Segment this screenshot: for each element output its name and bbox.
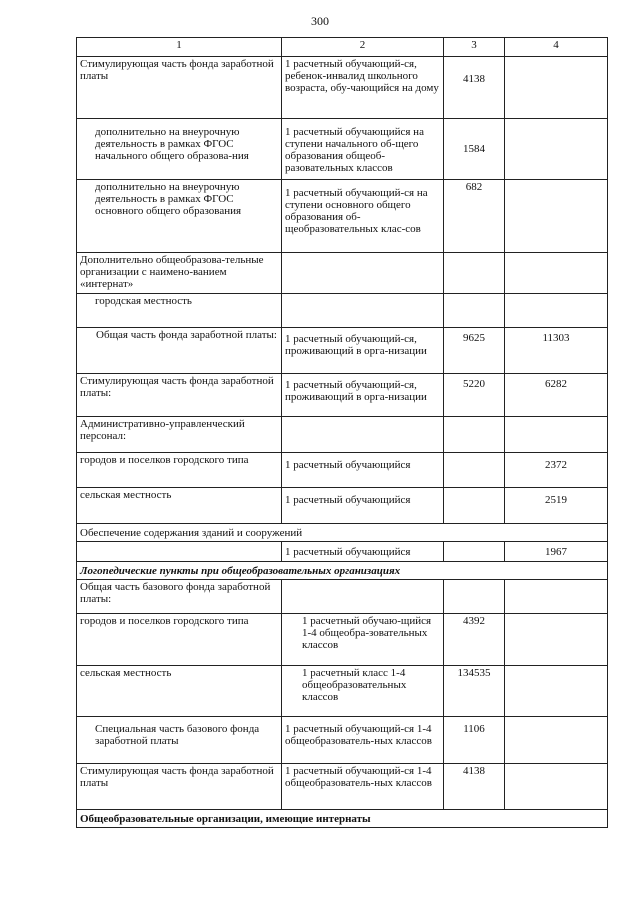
cell-value-3: 9625 <box>444 328 505 374</box>
cell-value-4 <box>505 614 608 666</box>
cell-value-4 <box>505 57 608 119</box>
cell-value-3 <box>444 580 505 614</box>
header-col-1: 1 <box>77 38 282 57</box>
cell-label: Дополнительно общеобразова-тельные организации с наимено-ванием «интернат» <box>77 253 282 294</box>
cell-value-3: 5220 <box>444 374 505 417</box>
cell-value-4: 11303 <box>505 328 608 374</box>
cell-value-3 <box>444 417 505 453</box>
cell-unit: 1 расчетный обучающий-ся, проживающий в орга-низации <box>282 374 444 417</box>
cell-unit <box>282 417 444 453</box>
cell-value-4 <box>505 764 608 810</box>
cell-label: сельская местность <box>77 488 282 524</box>
cell-value-3 <box>444 488 505 524</box>
cell-value-4 <box>505 717 608 764</box>
cell-value-3: 4138 <box>444 764 505 810</box>
table-row <box>77 374 608 417</box>
cell-label <box>77 542 282 562</box>
cell-unit: 1 расчетный обучающийся <box>282 542 444 562</box>
cell-unit: 1 расчетный обучающийся на ступени начального об-щего образования общеоб-разовательных классов <box>282 119 444 180</box>
cell-label: Общая часть базового фонда заработной платы: <box>77 580 282 614</box>
cell-label: Общая часть фонда заработной платы: <box>77 328 282 374</box>
cell-value-3: 1106 <box>444 717 505 764</box>
cell-value-3: 1584 <box>444 119 505 180</box>
cell-value-3: 682 <box>444 180 505 253</box>
cell-value-4: 2372 <box>505 453 608 488</box>
table-row <box>77 119 608 180</box>
cell-unit: 1 расчетный класс 1-4 общеобразовательных классов <box>282 666 444 717</box>
cell-label: Стимулирующая часть фонда заработной платы <box>77 57 282 119</box>
cell-label: городов и поселков городского типа <box>77 453 282 488</box>
table-row <box>77 666 608 717</box>
table-row <box>77 294 608 328</box>
table-row <box>77 253 608 294</box>
table-header-row <box>77 38 608 57</box>
cell-value-4 <box>505 294 608 328</box>
table-row <box>77 614 608 666</box>
table-row <box>77 810 608 828</box>
norms-table <box>76 37 608 828</box>
cell-value-4 <box>505 417 608 453</box>
cell-unit: 1 расчетный обучающийся <box>282 488 444 524</box>
cell-value-3: 134535 <box>444 666 505 717</box>
table-row <box>77 717 608 764</box>
header-col-4: 4 <box>505 38 608 57</box>
table-row <box>77 580 608 614</box>
cell-value-4: 6282 <box>505 374 608 417</box>
cell-value-3 <box>444 453 505 488</box>
section-heading: Общеобразовательные организации, имеющие интернаты <box>77 810 608 828</box>
table-row <box>77 453 608 488</box>
cell-unit: 1 расчетный обучающий-ся, проживающий в орга-низации <box>282 328 444 374</box>
cell-unit: 1 расчетный обучающий-ся 1-4 общеобразователь-ных классов <box>282 764 444 810</box>
cell-unit: 1 расчетный обучающийся <box>282 453 444 488</box>
cell-value-4 <box>505 119 608 180</box>
cell-value-4: 1967 <box>505 542 608 562</box>
section-heading: Логопедические пункты при общеобразовательных организациях <box>77 562 608 580</box>
cell-label: дополнительно на внеурочную деятельность в рамках ФГОС начального общего образова-ния <box>77 119 282 180</box>
cell-value-4 <box>505 253 608 294</box>
cell-unit: 1 расчетный обучаю-щийся 1-4 общеобра-зовательных классов <box>282 614 444 666</box>
cell-label: городов и поселков городского типа <box>77 614 282 666</box>
cell-unit: 1 расчетный обучающий-ся 1-4 общеобразователь-ных классов <box>282 717 444 764</box>
table-row <box>77 180 608 253</box>
cell-unit <box>282 253 444 294</box>
cell-label: Стимулирующая часть фонда заработной платы <box>77 764 282 810</box>
cell-unit <box>282 580 444 614</box>
cell-label: дополнительно на внеурочную деятельность в рамках ФГОС основного общего образования <box>77 180 282 253</box>
cell-value-3: 4392 <box>444 614 505 666</box>
cell-value-4 <box>505 580 608 614</box>
section-heading: Обеспечение содержания зданий и сооружений <box>77 524 608 542</box>
table-row <box>77 328 608 374</box>
cell-value-3: 4138 <box>444 57 505 119</box>
table-row <box>77 488 608 524</box>
cell-label: Административно-управленческий персонал: <box>77 417 282 453</box>
cell-value-4 <box>505 180 608 253</box>
cell-unit <box>282 294 444 328</box>
cell-label: сельская местность <box>77 666 282 717</box>
table-row <box>77 524 608 542</box>
table-row <box>77 764 608 810</box>
cell-value-4 <box>505 666 608 717</box>
cell-unit: 1 расчетный обучающий-ся на ступени основного общего образования об-щеобразовательных клас-сов <box>282 180 444 253</box>
cell-unit: 1 расчетный обучающий-ся, ребенок-инвалид школьного возраста, обу-чающийся на дому <box>282 57 444 119</box>
cell-label: городская местность <box>77 294 282 328</box>
cell-value-4: 2519 <box>505 488 608 524</box>
table-row <box>77 562 608 580</box>
cell-label: Стимулирующая часть фонда заработной платы: <box>77 374 282 417</box>
cell-label: Специальная часть базового фонда заработной платы <box>77 717 282 764</box>
header-col-3: 3 <box>444 38 505 57</box>
header-col-2: 2 <box>282 38 444 57</box>
table-row <box>77 57 608 119</box>
cell-value-3 <box>444 294 505 328</box>
table-row <box>77 417 608 453</box>
page-number: 300 <box>311 14 329 28</box>
table-row <box>77 542 608 562</box>
cell-value-3 <box>444 253 505 294</box>
cell-value-3 <box>444 542 505 562</box>
